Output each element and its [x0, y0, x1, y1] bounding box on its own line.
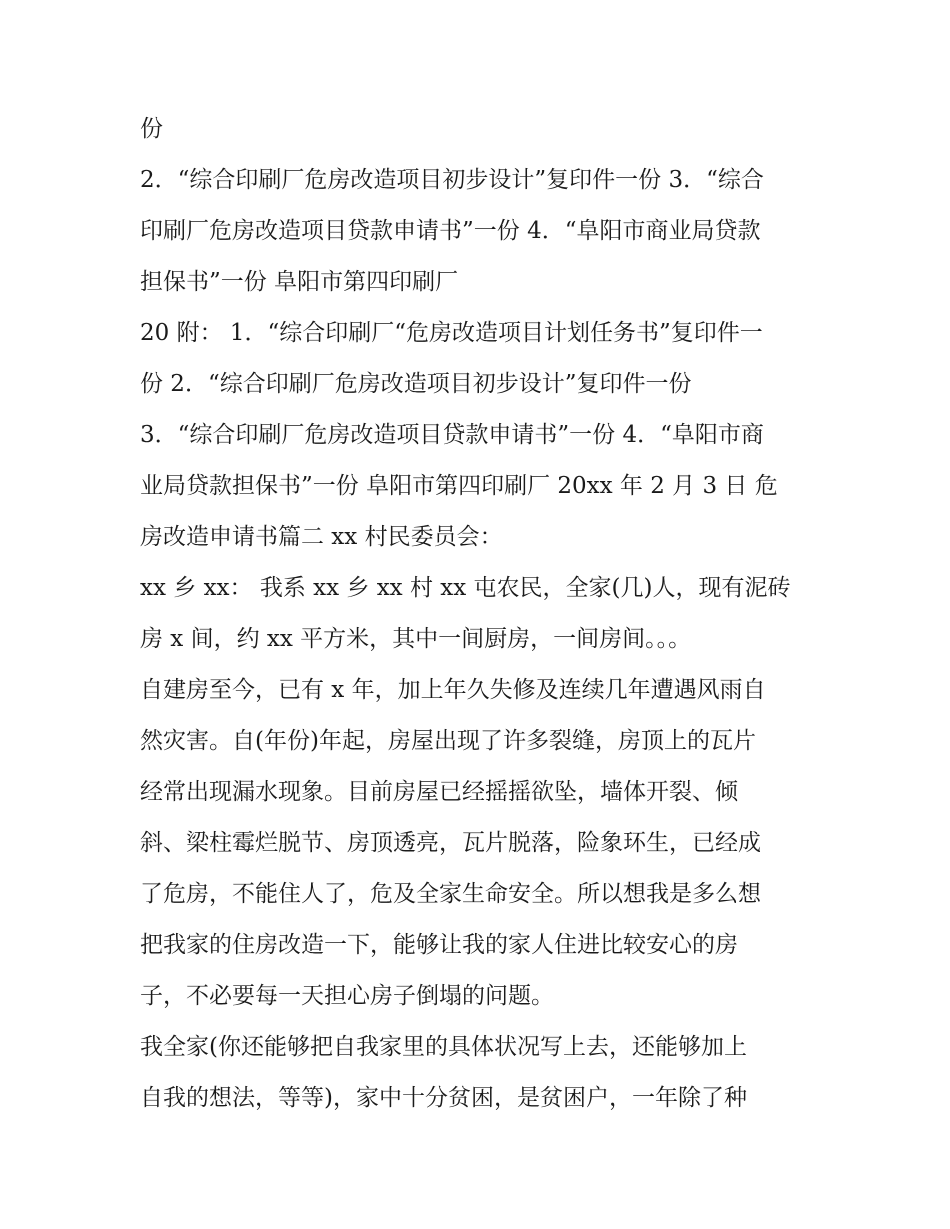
text-line: 经常出现漏水现象。目前房屋已经摇摇欲坠，墙体开裂、倾	[140, 779, 738, 805]
text-line: 我全家(你还能够把自我家里的具体状况写上去，还能够加上	[140, 1034, 747, 1060]
text-line: 斜、梁柱霉烂脱节、房顶透亮，瓦片脱落，险象环生，已经成	[140, 830, 761, 856]
text-line: 3．“综合印刷厂危房改造项目贷款申请书”一份 4．“阜阳市商	[140, 422, 764, 448]
text-line: 担保书”一份 阜阳市第四印刷厂	[140, 269, 459, 295]
text-line: 20 附： 1．“综合印刷厂“危房改造项目计划任务书”复印件一	[140, 320, 763, 346]
text-line: 然灾害。自(年份)年起，房屋出现了许多裂缝，房顶上的瓦片	[140, 728, 756, 754]
text-line: 自我的想法，等等)，家中十分贫困，是贫困户，一年除了种	[140, 1085, 747, 1111]
text-line: 份	[140, 116, 163, 142]
text-line: 把我家的住房改造一下，能够让我的家人住进比较安心的房	[140, 932, 738, 958]
text-line: 2．“综合印刷厂危房改造项目初步设计”复印件一份 3．“综合	[140, 167, 764, 193]
text-line: 子，不必要每一天担心房子倒塌的问题。	[140, 983, 554, 1009]
text-line: 份 2．“综合印刷厂危房改造项目初步设计”复印件一份	[140, 371, 692, 397]
text-line: 房改造申请书篇二 xx 村民委员会：	[140, 524, 503, 550]
text-line: 自建房至今，已有 x 年，加上年久失修及连续几年遭遇风雨自	[140, 677, 766, 703]
text-line: 房 x 间，约 xx 平方米，其中一间厨房，一间房间。。。	[140, 626, 692, 652]
text-line: 了危房，不能住人了，危及全家生命安全。所以想我是多么想	[140, 881, 761, 907]
text-line: 业局贷款担保书”一份 阜阳市第四印刷厂 20xx 年 2 月 3 日 危	[140, 473, 778, 499]
document-body	[140, 104, 820, 1124]
text-line: xx 乡 xx： 我系 xx 乡 xx 村 xx 屯农民，全家(几)人，现有泥砖	[140, 575, 791, 601]
text-line: 印刷厂危房改造项目贷款申请书”一份 4．“阜阳市商业局贷款	[140, 218, 761, 244]
